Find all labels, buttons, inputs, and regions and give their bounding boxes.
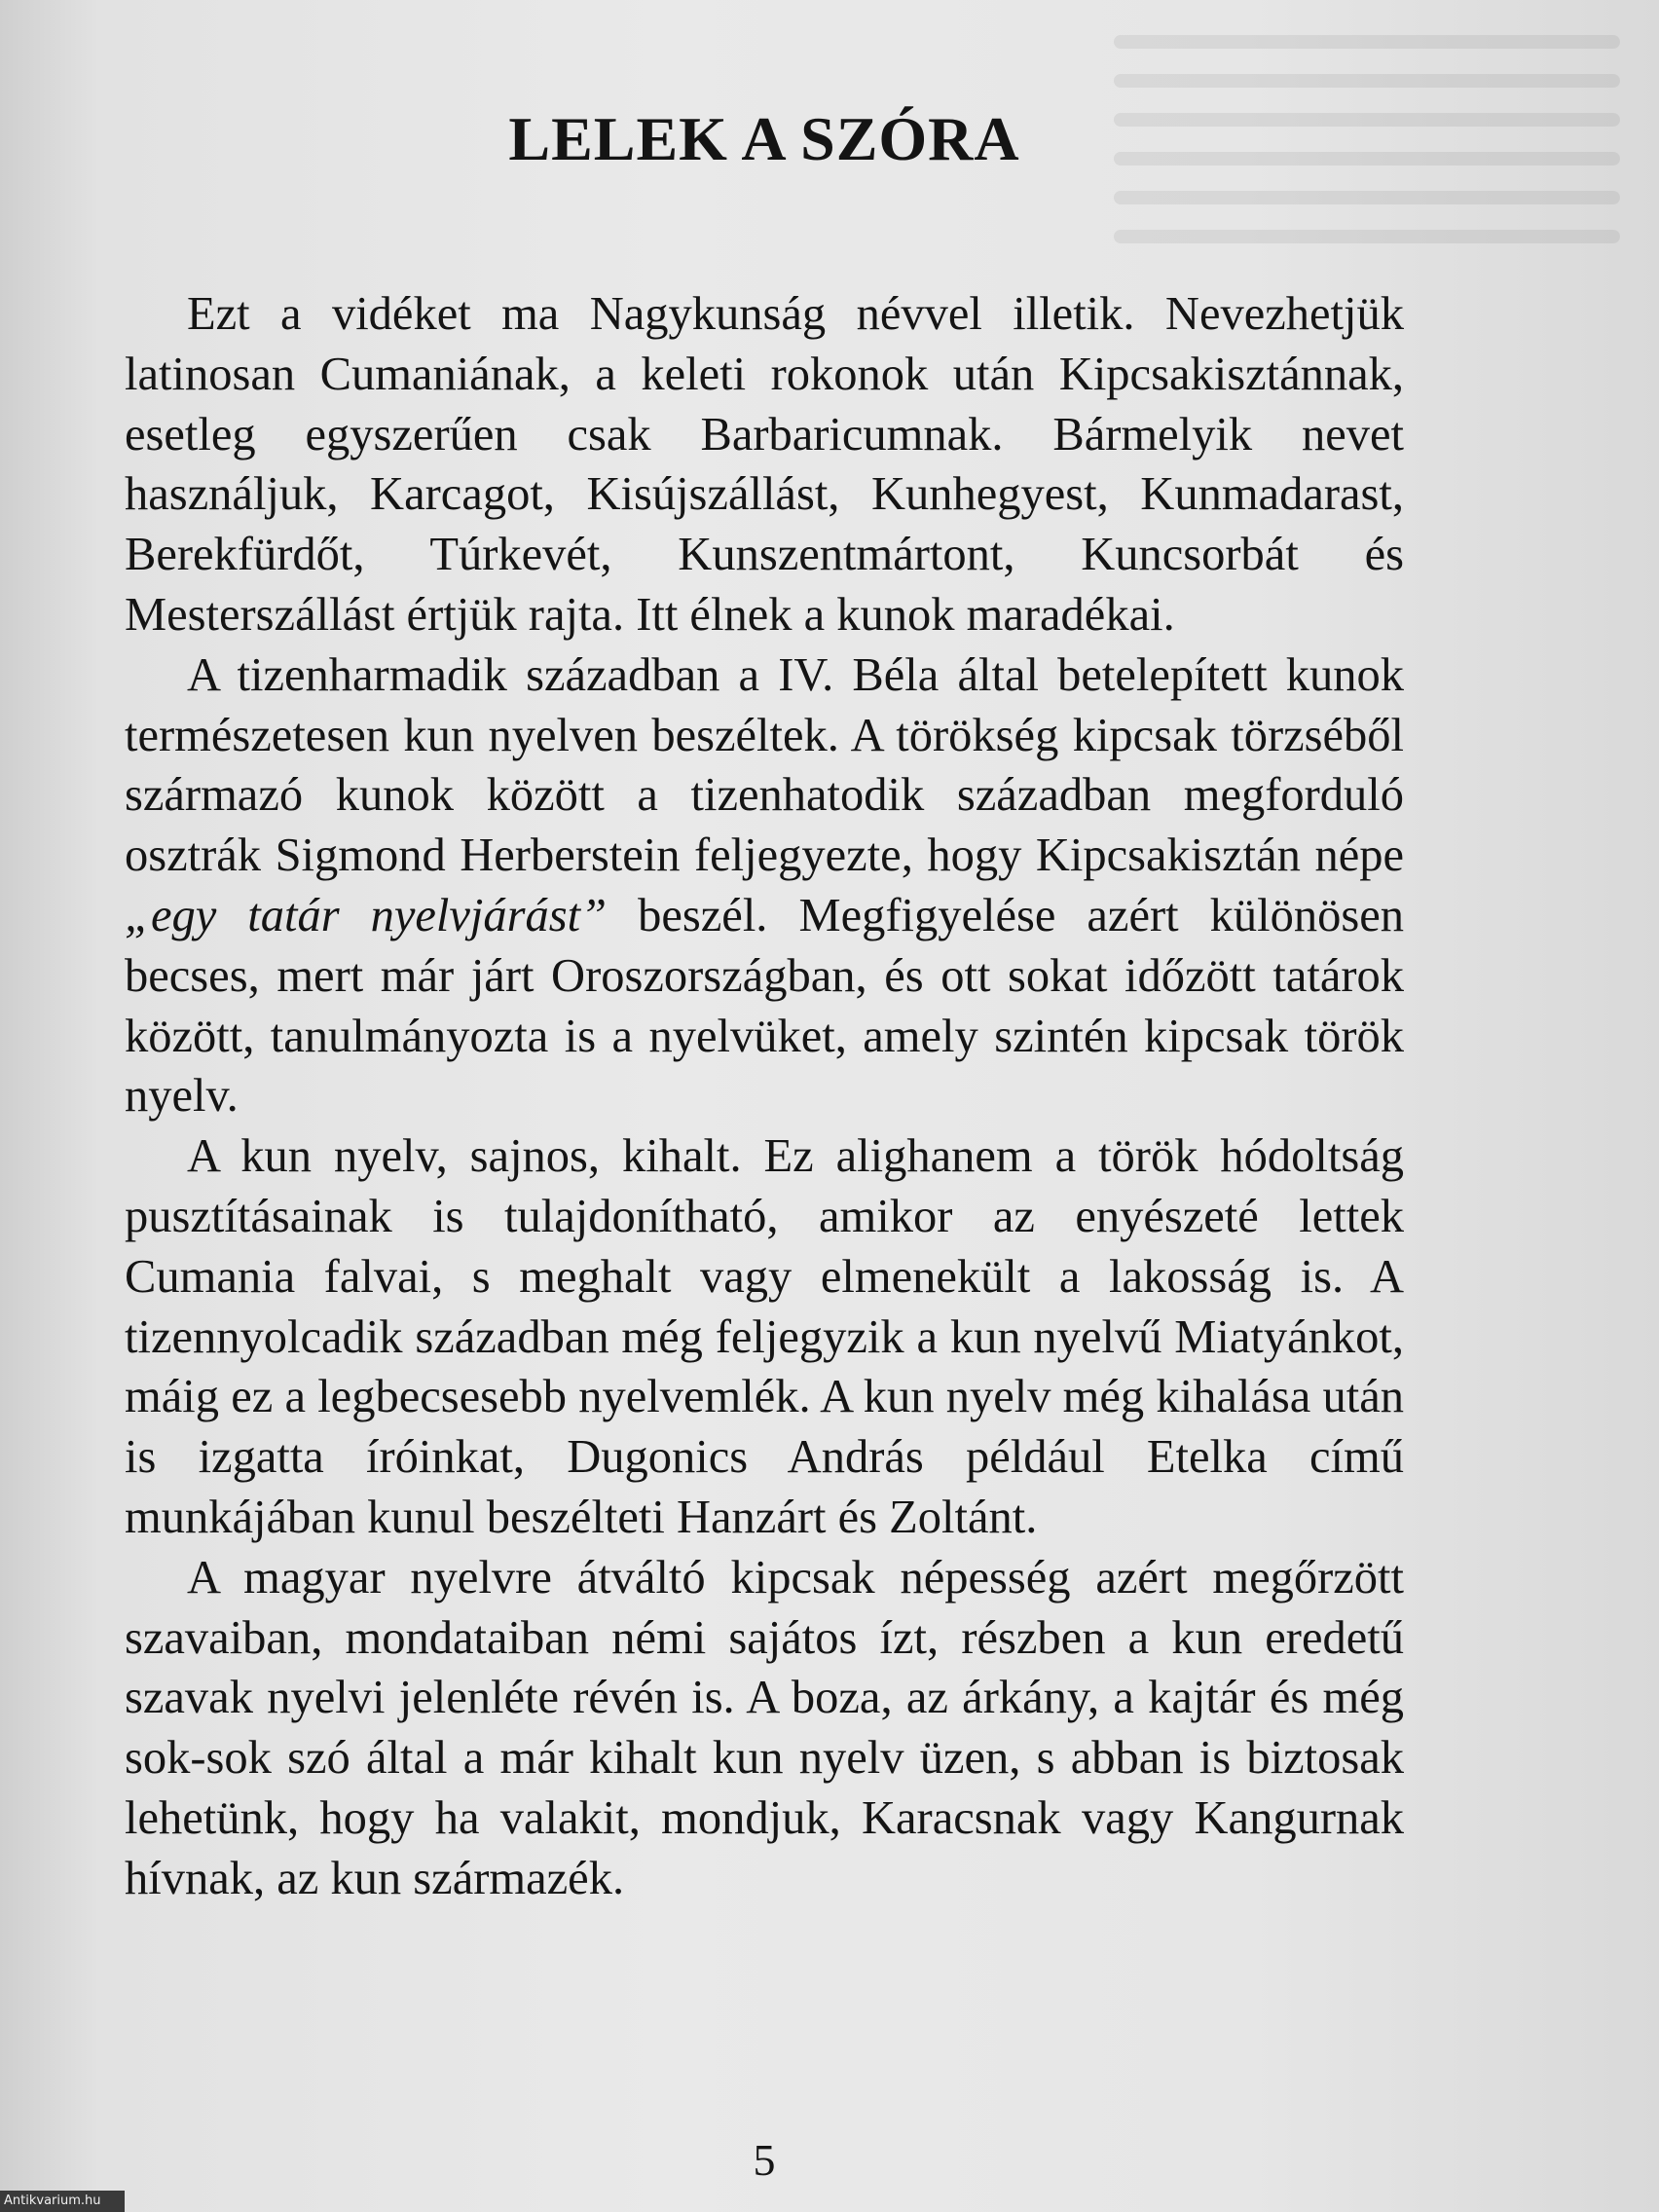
chapter-title: LELEK A SZÓRA [508, 104, 1020, 173]
page-number: 5 [753, 2135, 776, 2185]
paragraph-3: A kun nyelv, sajnos, kihalt. Ez alighanem a török hódoltság pusztításainak is tulajdonítható, amikor az enyészeté lettek Cumania falvai, s meghalt vagy elmenekült a lakosság is. A tizennyolcadik században még feljegyzik a kun nyelvű Miatyánkot, máig ez a legbecsesebb nyelvemlék. A kun nyelv még kihalása után is izgatta íróinkat, Dugonics András például Etelka című munkájában kunul beszélteti Hanzárt és Zoltánt. [125, 1130, 1404, 1543]
paragraph-2-text-end: beszél. Megfigyelése azért különösen becses, mert már járt Oroszországban, és ott sokat időzött tatárok között, tanulmányozta is a nyelvüket, amely szintén kipcsak török nyelv. [125, 889, 1405, 1123]
chapter-body [125, 284, 1404, 1909]
herberstein-quote: „egy tatár nyelvjárást” [125, 889, 608, 941]
paragraph-2 [125, 645, 1404, 1126]
paragraph-1: Ezt a vidéket ma Nagykunság névvel illetik. Nevezhetjük latinosan Cumaniának, a keleti rokonok után Kipcsakisztánnak, esetleg egyszerűen csak Barbaricumnak. Bármelyik nevet használjuk, Karcagot, Kisújszállást, Kunhegyest, Kunmadarast, Berekfürdőt, Túrkevét, Kunszentmártont, Kuncsorbát és Mesterszállást értjük rajta. Itt élnek a kunok maradékai. [125, 288, 1404, 641]
paragraph-4: A magyar nyelvre átváltó kipcsak népesség azért megőrzött szavaiban, mondataiban némi sajátos ízt, részben a kun eredetű szavak nyelvi jelenléte révén is. A boza, az árkány, a kajtár és még sok-sok szó által a már kihalt kun nyelv üzen, s abban is biztosak lehetünk, hogy ha valakit, mondjuk, Karacsnak vagy Kangurnak hívnak, az kun származék. [125, 1551, 1404, 1904]
watermark-badge: Antikvarium.hu [0, 2191, 125, 2212]
paragraph-2-text-start: A tizenharmadik században a IV. Béla által betelepített kunok természetesen kun nyelven beszéltek. A törökség kipcsak törzséből származó kunok között a tizenhatodik században megforduló osztrák Sigmond Herberstein feljegyezte, hogy Kipcsakisztán népe [125, 648, 1404, 882]
